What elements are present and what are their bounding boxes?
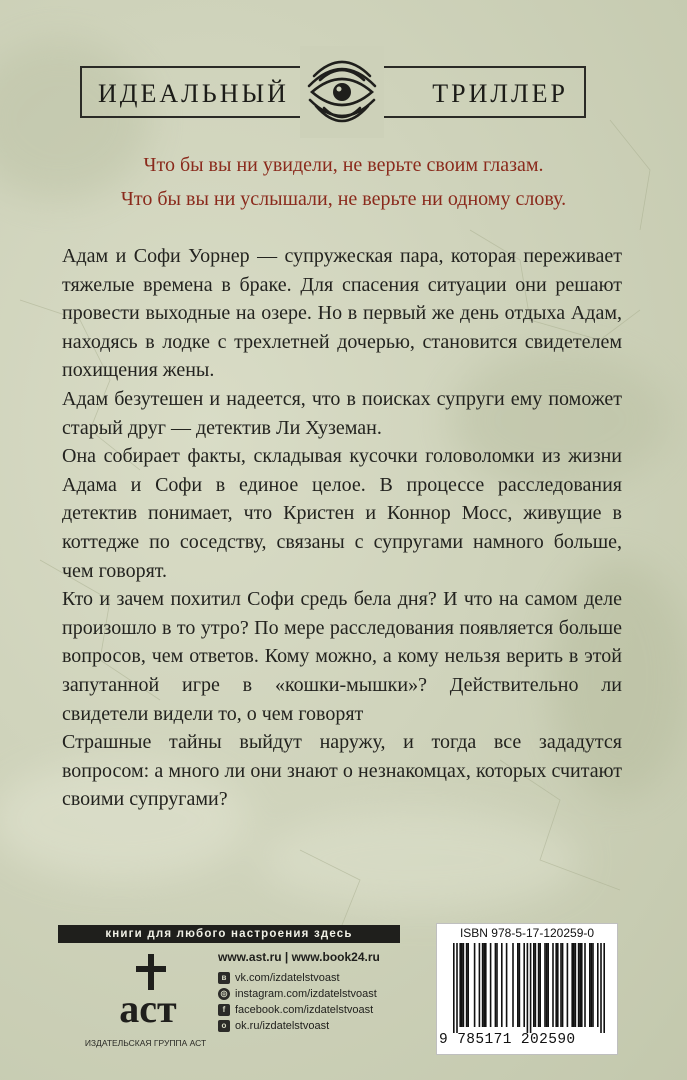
barcode-bar: [479, 943, 481, 1027]
barcode-bar: [533, 943, 535, 1027]
barcode-bar: [482, 943, 484, 1027]
publisher-logo-text: аст: [119, 986, 177, 1030]
barcode-bar: [600, 943, 602, 1033]
series-word-left: ИДЕАЛЬНЫЙ: [98, 79, 289, 108]
barcode-bar: [575, 943, 577, 1027]
barcode-bar: [552, 943, 554, 1027]
barcode-bar: [506, 943, 508, 1027]
social-link-text: instagram.com/izdatelstvoast: [235, 988, 377, 1000]
tagline-line-2: Что бы вы ни услышали, не верьте ни одному слову.: [120, 188, 567, 210]
barcode-bars: [453, 943, 605, 1033]
social-link-ok[interactable]: [218, 1018, 428, 1034]
barcode-bar: [573, 943, 575, 1027]
barcode-bar: [523, 943, 525, 1027]
book-description: [62, 242, 622, 814]
barcode-bar: [512, 943, 514, 1027]
barcode-bar: [562, 943, 564, 1027]
website-links[interactable]: www.ast.ru | www.book24.ru: [218, 950, 380, 964]
barcode-bar: [466, 943, 468, 1027]
description-paragraph: Страшные тайны выйдут наружу, и тогда все зададутся вопросом: а много ли они знают о незнакомцах, которых считают своими супругами?: [62, 731, 622, 811]
barcode-bar: [535, 943, 537, 1027]
barcode-bar: [567, 943, 569, 1027]
barcode-bar: [490, 943, 492, 1027]
barcode-bar: [578, 943, 580, 1027]
barcode-bar: [483, 943, 485, 1027]
barcode-bar: [591, 943, 593, 1027]
fingerprint-eye-icon: [300, 46, 384, 138]
barcode-bar: [467, 943, 469, 1027]
barcode-bar: [461, 943, 463, 1027]
barcode-bar: [557, 943, 559, 1027]
barcode-bar: [592, 943, 594, 1027]
barcode-bar: [584, 943, 586, 1027]
barcode-bar: [453, 943, 455, 1033]
barcode-bar: [456, 943, 458, 1033]
barcode: [436, 923, 618, 1055]
barcode-bar: [527, 943, 529, 1033]
barcode-bar: [579, 943, 581, 1027]
barcode-bar: [539, 943, 541, 1027]
barcode-bar: [463, 943, 465, 1027]
isbn-label: ISBN 978-5-17-120259-0: [459, 926, 595, 940]
barcode-bar: [560, 943, 562, 1027]
barcode-bar: [544, 943, 546, 1027]
social-link-instagram[interactable]: [218, 986, 428, 1002]
barcode-bar: [538, 943, 540, 1027]
barcode-bar: [459, 943, 461, 1027]
publisher-links: [218, 950, 428, 1034]
barcode-bar: [474, 943, 476, 1027]
barcode-bar: [555, 943, 557, 1027]
social-link-text: vk.com/izdatelstvoast: [235, 972, 340, 984]
barcode-bar: [517, 943, 519, 1027]
description-paragraph: Адам и Софи Уорнер — супружеская пара, которая переживает тяжелые времена в браке. Для спасения ситуации они решают провести выходные на озере. Но в первый же день отдыха Адам, находясь в лодке с трехлетней дочерью, становится свидетелем похищения жены.: [62, 245, 622, 382]
description-paragraph: Адам безутешен и надеется, что в поисках супруги ему поможет старый друг — детектив Ли Хуземан.: [62, 387, 622, 439]
publisher-logo: [88, 950, 208, 1030]
barcode-digits: 9 785171 202590: [439, 1032, 576, 1048]
barcode-bar: [547, 943, 549, 1027]
barcode-bar: [530, 943, 532, 1033]
barcode-bar: [571, 943, 573, 1027]
barcode-bar: [495, 943, 497, 1027]
publisher-name: ИЗДАТЕЛЬСКАЯ ГРУППА АСТ: [84, 1038, 207, 1048]
social-link-facebook[interactable]: [218, 1002, 428, 1018]
facebook-icon: f: [218, 1004, 230, 1016]
description-paragraph: Кто и зачем похитил Софи средь бела дня? И что на самом деле произошло в то утро? По мере расследования появляется больше вопросов, чем ответов. Кому можно, а кому нельзя верить в этой запутанной игре в «кошки-мышки»? Действительно ли свидетели видели то, о чем говорят: [62, 588, 622, 725]
social-link-vk[interactable]: [218, 970, 428, 986]
slogan-strip: книги для любого настроения здесь: [58, 925, 400, 943]
series-word-right: ТРИЛЛЕР: [432, 79, 568, 108]
social-link-text: ok.ru/izdatelstvoast: [235, 1020, 330, 1032]
barcode-bar: [603, 943, 605, 1033]
tagline-line-1: Что бы вы ни увидели, не верьте своим глазам.: [143, 154, 544, 176]
description-paragraph: Она собирает факты, складывая кусочки головоломки из жизни Адама и Софи в единое целое. В процессе расследования детектив понимает, что Кристен и Коннор Мосс, живущие в коттедже по соседству, связаны с супругами намного больше, чем говорят.: [62, 445, 622, 582]
instagram-icon: ◎: [218, 988, 230, 1000]
barcode-bar: [496, 943, 498, 1027]
barcode-bar: [501, 943, 503, 1027]
barcode-bar: [546, 943, 548, 1027]
barcode-bar: [485, 943, 487, 1027]
odnoklassniki-icon: о: [218, 1020, 230, 1032]
barcode-bar: [597, 943, 599, 1027]
barcode-bar: [589, 943, 591, 1027]
barcode-bar: [581, 943, 583, 1027]
barcode-bar: [519, 943, 521, 1027]
vk-icon: в: [218, 972, 230, 984]
social-link-text: facebook.com/izdatelstvoast: [235, 1004, 374, 1016]
